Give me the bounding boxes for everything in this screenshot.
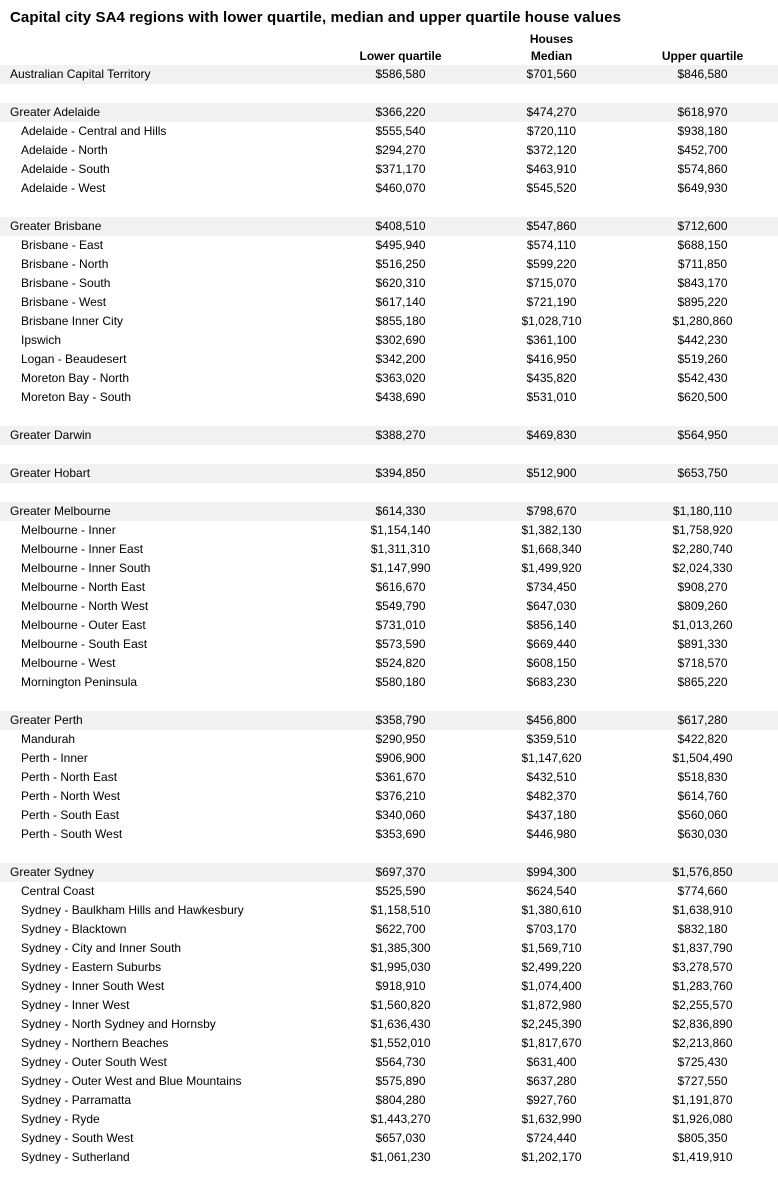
lower-quartile-value: $918,910 [375, 979, 426, 993]
region-name: Mandurah [21, 732, 76, 746]
region-row [0, 1091, 778, 1110]
median-value: $2,245,390 [521, 1017, 582, 1031]
region-row [0, 977, 778, 996]
upper-quartile-value: $614,760 [677, 789, 728, 803]
lower-quartile-value: $697,370 [375, 865, 426, 879]
upper-quartile-value: $727,550 [677, 1074, 728, 1088]
region-name: Sydney - Eastern Suburbs [21, 960, 162, 974]
region-name: Sydney - Sutherland [21, 1150, 130, 1164]
group-gap [0, 483, 778, 502]
upper-quartile-value: $620,500 [677, 390, 728, 404]
upper-quartile-value: $560,060 [677, 808, 728, 822]
lower-quartile-value: $525,590 [375, 884, 426, 898]
lower-quartile-value: $1,385,300 [370, 941, 431, 955]
median-value: $701,560 [526, 67, 577, 81]
region-row [0, 825, 778, 844]
median-value: $474,270 [526, 105, 577, 119]
region-row [0, 1072, 778, 1091]
region-row [0, 255, 778, 274]
region-name: Sydney - Parramatta [21, 1093, 132, 1107]
median-value: $734,450 [526, 580, 577, 594]
lower-quartile-value: $516,250 [375, 257, 426, 271]
group-gap [0, 692, 778, 711]
region-name: Greater Adelaide [10, 105, 101, 119]
region-name: Melbourne - Inner East [21, 542, 144, 556]
group-summary-row [0, 217, 778, 236]
lower-quartile-value: $353,690 [375, 827, 426, 841]
lower-quartile-value: $1,061,230 [370, 1150, 431, 1164]
region-name: Melbourne - South East [21, 637, 148, 651]
region-name: Brisbane - North [21, 257, 109, 271]
upper-quartile-value: $1,180,110 [672, 504, 733, 518]
region-name: Central Coast [21, 884, 95, 898]
median-value: $1,028,710 [521, 314, 582, 328]
group-summary-row [0, 502, 778, 521]
region-name: Adelaide - North [21, 143, 108, 157]
upper-quartile-value: $574,860 [677, 162, 728, 176]
lower-quartile-value: $358,790 [375, 713, 426, 727]
upper-quartile-value: $653,750 [677, 466, 728, 480]
region-name: Moreton Bay - North [21, 371, 130, 385]
region-row [0, 274, 778, 293]
upper-quartile-value: $452,700 [677, 143, 728, 157]
lower-quartile-value: $376,210 [375, 789, 426, 803]
upper-quartile-value: $895,220 [677, 295, 728, 309]
median-value: $720,110 [526, 124, 577, 138]
region-name: Perth - South East [21, 808, 120, 822]
lower-quartile-value: $1,995,030 [370, 960, 431, 974]
lower-quartile-value: $495,940 [375, 238, 426, 252]
upper-quartile-value: $891,330 [677, 637, 728, 651]
region-row [0, 293, 778, 312]
region-row [0, 635, 778, 654]
region-row [0, 597, 778, 616]
group-gap [0, 84, 778, 103]
region-row [0, 312, 778, 331]
median-value: $927,760 [526, 1093, 577, 1107]
lower-quartile-value: $555,540 [375, 124, 426, 138]
region-name: Melbourne - Inner South [21, 561, 151, 575]
region-row [0, 141, 778, 160]
median-value: $359,510 [526, 732, 577, 746]
region-name: Sydney - City and Inner South [21, 941, 182, 955]
upper-quartile-value: $805,350 [677, 1131, 728, 1145]
median-value: $437,180 [526, 808, 577, 822]
upper-quartile-value: $809,260 [677, 599, 728, 613]
group-gap [0, 445, 778, 464]
median-value: $1,632,990 [521, 1112, 582, 1126]
col-header-median: Median [530, 48, 573, 63]
region-name: Adelaide - West [21, 181, 106, 195]
upper-quartile-value: $518,830 [677, 770, 728, 784]
median-value: $1,499,920 [521, 561, 582, 575]
region-name: Melbourne - North West [21, 599, 149, 613]
region-name: Adelaide - South [21, 162, 110, 176]
upper-quartile-value: $1,419,910 [672, 1150, 733, 1164]
region-row [0, 1053, 778, 1072]
median-value: $1,147,620 [521, 751, 582, 765]
col-header-upper-quartile: Upper quartile [661, 48, 744, 63]
lower-quartile-value: $1,158,510 [370, 903, 431, 917]
region-row [0, 654, 778, 673]
group-gap [0, 198, 778, 217]
upper-quartile-value: $865,220 [677, 675, 728, 689]
upper-quartile-value: $712,600 [677, 219, 728, 233]
group-gap [0, 407, 778, 426]
lower-quartile-value: $302,690 [375, 333, 426, 347]
upper-quartile-value: $649,930 [677, 181, 728, 195]
page-title: Capital city SA4 regions with lower quartile, median and upper quartile house values [10, 9, 622, 26]
lower-quartile-value: $388,270 [375, 428, 426, 442]
region-row [0, 122, 778, 141]
region-row [0, 369, 778, 388]
lower-quartile-value: $616,670 [375, 580, 426, 594]
region-name: Adelaide - Central and Hills [21, 124, 167, 138]
region-name: Mornington Peninsula [21, 675, 138, 689]
region-name: Perth - South West [21, 827, 123, 841]
upper-quartile-value: $1,191,870 [672, 1093, 733, 1107]
lower-quartile-value: $363,020 [375, 371, 426, 385]
upper-quartile-value: $846,580 [677, 67, 728, 81]
lower-quartile-value: $855,180 [375, 314, 426, 328]
upper-quartile-value: $1,638,910 [672, 903, 733, 917]
median-value: $599,220 [526, 257, 577, 271]
region-row [0, 1110, 778, 1129]
upper-quartile-value: $542,430 [677, 371, 728, 385]
lower-quartile-value: $580,180 [375, 675, 426, 689]
lower-quartile-value: $1,636,430 [370, 1017, 431, 1031]
group-summary-row [0, 65, 778, 84]
upper-quartile-value: $908,270 [677, 580, 728, 594]
lower-quartile-value: $622,700 [375, 922, 426, 936]
region-row [0, 236, 778, 255]
region-name: Melbourne - North East [21, 580, 146, 594]
region-name: Logan - Beaudesert [21, 352, 127, 366]
region-name: Ipswich [21, 333, 62, 347]
median-value: $721,190 [526, 295, 577, 309]
median-value: $1,569,710 [521, 941, 582, 955]
upper-quartile-value: $832,180 [677, 922, 728, 936]
median-value: $531,010 [526, 390, 577, 404]
median-value: $715,070 [526, 276, 577, 290]
median-value: $1,382,130 [521, 523, 582, 537]
region-name: Sydney - Outer West and Blue Mountains [21, 1074, 242, 1088]
upper-quartile-value: $688,150 [677, 238, 728, 252]
median-value: $1,380,610 [521, 903, 582, 917]
upper-quartile-value: $725,430 [677, 1055, 728, 1069]
table-body [0, 65, 778, 1167]
upper-quartile-value: $1,283,760 [672, 979, 733, 993]
region-row [0, 1148, 778, 1167]
upper-quartile-value: $617,280 [677, 713, 728, 727]
region-name: Brisbane - West [21, 295, 107, 309]
upper-quartile-value: $711,850 [677, 257, 728, 271]
upper-quartile-value: $843,170 [677, 276, 728, 290]
lower-quartile-value: $1,147,990 [370, 561, 431, 575]
median-value: $1,074,400 [521, 979, 582, 993]
table-header-houses-row [0, 31, 778, 47]
lower-quartile-value: $586,580 [375, 67, 426, 81]
region-row [0, 388, 778, 407]
region-row [0, 1034, 778, 1053]
median-value: $637,280 [526, 1074, 577, 1088]
median-value: $683,230 [526, 675, 577, 689]
median-value: $512,900 [526, 466, 577, 480]
table-header-columns-row [0, 47, 778, 65]
upper-quartile-value: $1,758,920 [672, 523, 733, 537]
region-row [0, 806, 778, 825]
region-row [0, 787, 778, 806]
region-row [0, 578, 778, 597]
median-value: $1,668,340 [521, 542, 582, 556]
region-row [0, 939, 778, 958]
region-name: Sydney - Ryde [21, 1112, 100, 1126]
median-value: $416,950 [526, 352, 577, 366]
col-header-lower-quartile: Lower quartile [359, 48, 442, 63]
upper-quartile-value: $1,837,790 [672, 941, 733, 955]
median-value: $456,800 [526, 713, 577, 727]
lower-quartile-value: $1,311,310 [370, 542, 431, 556]
median-value: $432,510 [526, 770, 577, 784]
median-value: $608,150 [526, 656, 577, 670]
lower-quartile-value: $342,200 [375, 352, 426, 366]
upper-quartile-value: $2,213,860 [672, 1036, 733, 1050]
upper-quartile-value: $1,576,850 [672, 865, 733, 879]
median-value: $547,860 [526, 219, 577, 233]
region-row [0, 901, 778, 920]
region-name: Sydney - Outer South West [21, 1055, 167, 1069]
median-value: $446,980 [526, 827, 577, 841]
region-row [0, 179, 778, 198]
median-value: $703,170 [526, 922, 577, 936]
median-value: $435,820 [526, 371, 577, 385]
region-row [0, 749, 778, 768]
region-name: Sydney - Inner South West [21, 979, 165, 993]
region-name: Sydney - South West [21, 1131, 134, 1145]
region-name: Perth - North East [21, 770, 118, 784]
region-row [0, 540, 778, 559]
region-name: Sydney - Blacktown [21, 922, 127, 936]
upper-quartile-value: $1,280,860 [672, 314, 733, 328]
lower-quartile-value: $290,950 [375, 732, 426, 746]
region-name: Australian Capital Territory [10, 67, 151, 81]
region-row [0, 350, 778, 369]
upper-quartile-value: $1,504,490 [672, 751, 733, 765]
region-name: Brisbane Inner City [21, 314, 124, 328]
upper-quartile-value: $2,280,740 [672, 542, 733, 556]
region-row [0, 559, 778, 578]
upper-quartile-value: $1,013,260 [672, 618, 733, 632]
lower-quartile-value: $906,900 [375, 751, 426, 765]
group-summary-row [0, 103, 778, 122]
upper-quartile-value: $3,278,570 [672, 960, 733, 974]
lower-quartile-value: $366,220 [375, 105, 426, 119]
upper-quartile-value: $618,970 [677, 105, 728, 119]
region-name: Melbourne - Inner [21, 523, 116, 537]
median-value: $2,499,220 [521, 960, 582, 974]
median-value: $361,100 [526, 333, 577, 347]
region-name: Greater Hobart [10, 466, 91, 480]
region-name: Brisbane - East [21, 238, 104, 252]
lower-quartile-value: $361,670 [375, 770, 426, 784]
median-value: $647,030 [526, 599, 577, 613]
upper-quartile-value: $2,836,890 [672, 1017, 733, 1031]
median-value: $1,872,980 [521, 998, 582, 1012]
region-name: Perth - Inner [21, 751, 88, 765]
median-value: $463,910 [526, 162, 577, 176]
median-value: $574,110 [526, 238, 577, 252]
region-name: Greater Sydney [10, 865, 95, 879]
upper-quartile-value: $2,024,330 [672, 561, 733, 575]
lower-quartile-value: $620,310 [375, 276, 426, 290]
region-name: Melbourne - Outer East [21, 618, 146, 632]
upper-quartile-value: $519,260 [677, 352, 728, 366]
lower-quartile-value: $804,280 [375, 1093, 426, 1107]
houses-group-header: Houses [529, 31, 574, 46]
median-value: $631,400 [526, 1055, 577, 1069]
region-name: Sydney - North Sydney and Hornsby [21, 1017, 216, 1031]
lower-quartile-value: $549,790 [375, 599, 426, 613]
lower-quartile-value: $575,890 [375, 1074, 426, 1088]
upper-quartile-value: $442,230 [677, 333, 728, 347]
region-name: Greater Melbourne [10, 504, 111, 518]
lower-quartile-value: $731,010 [375, 618, 426, 632]
group-summary-row [0, 863, 778, 882]
region-name: Greater Brisbane [10, 219, 102, 233]
region-name: Moreton Bay - South [21, 390, 132, 404]
region-name: Melbourne - West [21, 656, 116, 670]
region-row [0, 920, 778, 939]
upper-quartile-value: $630,030 [677, 827, 728, 841]
upper-quartile-value: $422,820 [677, 732, 728, 746]
upper-quartile-value: $1,926,080 [672, 1112, 733, 1126]
group-summary-row [0, 711, 778, 730]
region-row [0, 996, 778, 1015]
median-value: $669,440 [526, 637, 577, 651]
upper-quartile-value: $564,950 [677, 428, 728, 442]
lower-quartile-value: $408,510 [375, 219, 426, 233]
lower-quartile-value: $1,154,140 [370, 523, 431, 537]
median-value: $469,830 [526, 428, 577, 442]
median-value: $994,300 [526, 865, 577, 879]
median-value: $856,140 [526, 618, 577, 632]
median-value: $1,817,670 [521, 1036, 582, 1050]
upper-quartile-value: $2,255,570 [672, 998, 733, 1012]
region-row [0, 521, 778, 540]
lower-quartile-value: $294,270 [375, 143, 426, 157]
lower-quartile-value: $394,850 [375, 466, 426, 480]
region-row [0, 882, 778, 901]
region-row [0, 958, 778, 977]
region-row [0, 730, 778, 749]
lower-quartile-value: $460,070 [375, 181, 426, 195]
region-row [0, 673, 778, 692]
lower-quartile-value: $564,730 [375, 1055, 426, 1069]
region-row [0, 768, 778, 787]
region-row [0, 1015, 778, 1034]
upper-quartile-value: $774,660 [677, 884, 728, 898]
region-name: Brisbane - South [21, 276, 111, 290]
region-row [0, 160, 778, 179]
lower-quartile-value: $371,170 [375, 162, 426, 176]
median-value: $724,440 [526, 1131, 577, 1145]
region-name: Perth - North West [21, 789, 121, 803]
region-name: Greater Perth [10, 713, 83, 727]
median-value: $545,520 [526, 181, 577, 195]
house-values-table [0, 31, 778, 1167]
lower-quartile-value: $617,140 [375, 295, 426, 309]
median-value: $1,202,170 [521, 1150, 582, 1164]
region-row [0, 616, 778, 635]
lower-quartile-value: $340,060 [375, 808, 426, 822]
upper-quartile-value: $938,180 [677, 124, 728, 138]
median-value: $624,540 [526, 884, 577, 898]
lower-quartile-value: $1,560,820 [370, 998, 431, 1012]
group-summary-row [0, 464, 778, 483]
region-name: Sydney - Inner West [21, 998, 130, 1012]
lower-quartile-value: $1,552,010 [370, 1036, 431, 1050]
upper-quartile-value: $718,570 [677, 656, 728, 670]
lower-quartile-value: $1,443,270 [370, 1112, 431, 1126]
region-name: Sydney - Baulkham Hills and Hawkesbury [21, 903, 244, 917]
lower-quartile-value: $573,590 [375, 637, 426, 651]
median-value: $798,670 [526, 504, 577, 518]
lower-quartile-value: $657,030 [375, 1131, 426, 1145]
group-gap [0, 844, 778, 863]
region-name: Greater Darwin [10, 428, 92, 442]
group-summary-row [0, 426, 778, 445]
region-row [0, 1129, 778, 1148]
lower-quartile-value: $438,690 [375, 390, 426, 404]
lower-quartile-value: $524,820 [375, 656, 426, 670]
region-name: Sydney - Northern Beaches [21, 1036, 169, 1050]
lower-quartile-value: $614,330 [375, 504, 426, 518]
median-value: $482,370 [526, 789, 577, 803]
median-value: $372,120 [526, 143, 577, 157]
region-row [0, 331, 778, 350]
